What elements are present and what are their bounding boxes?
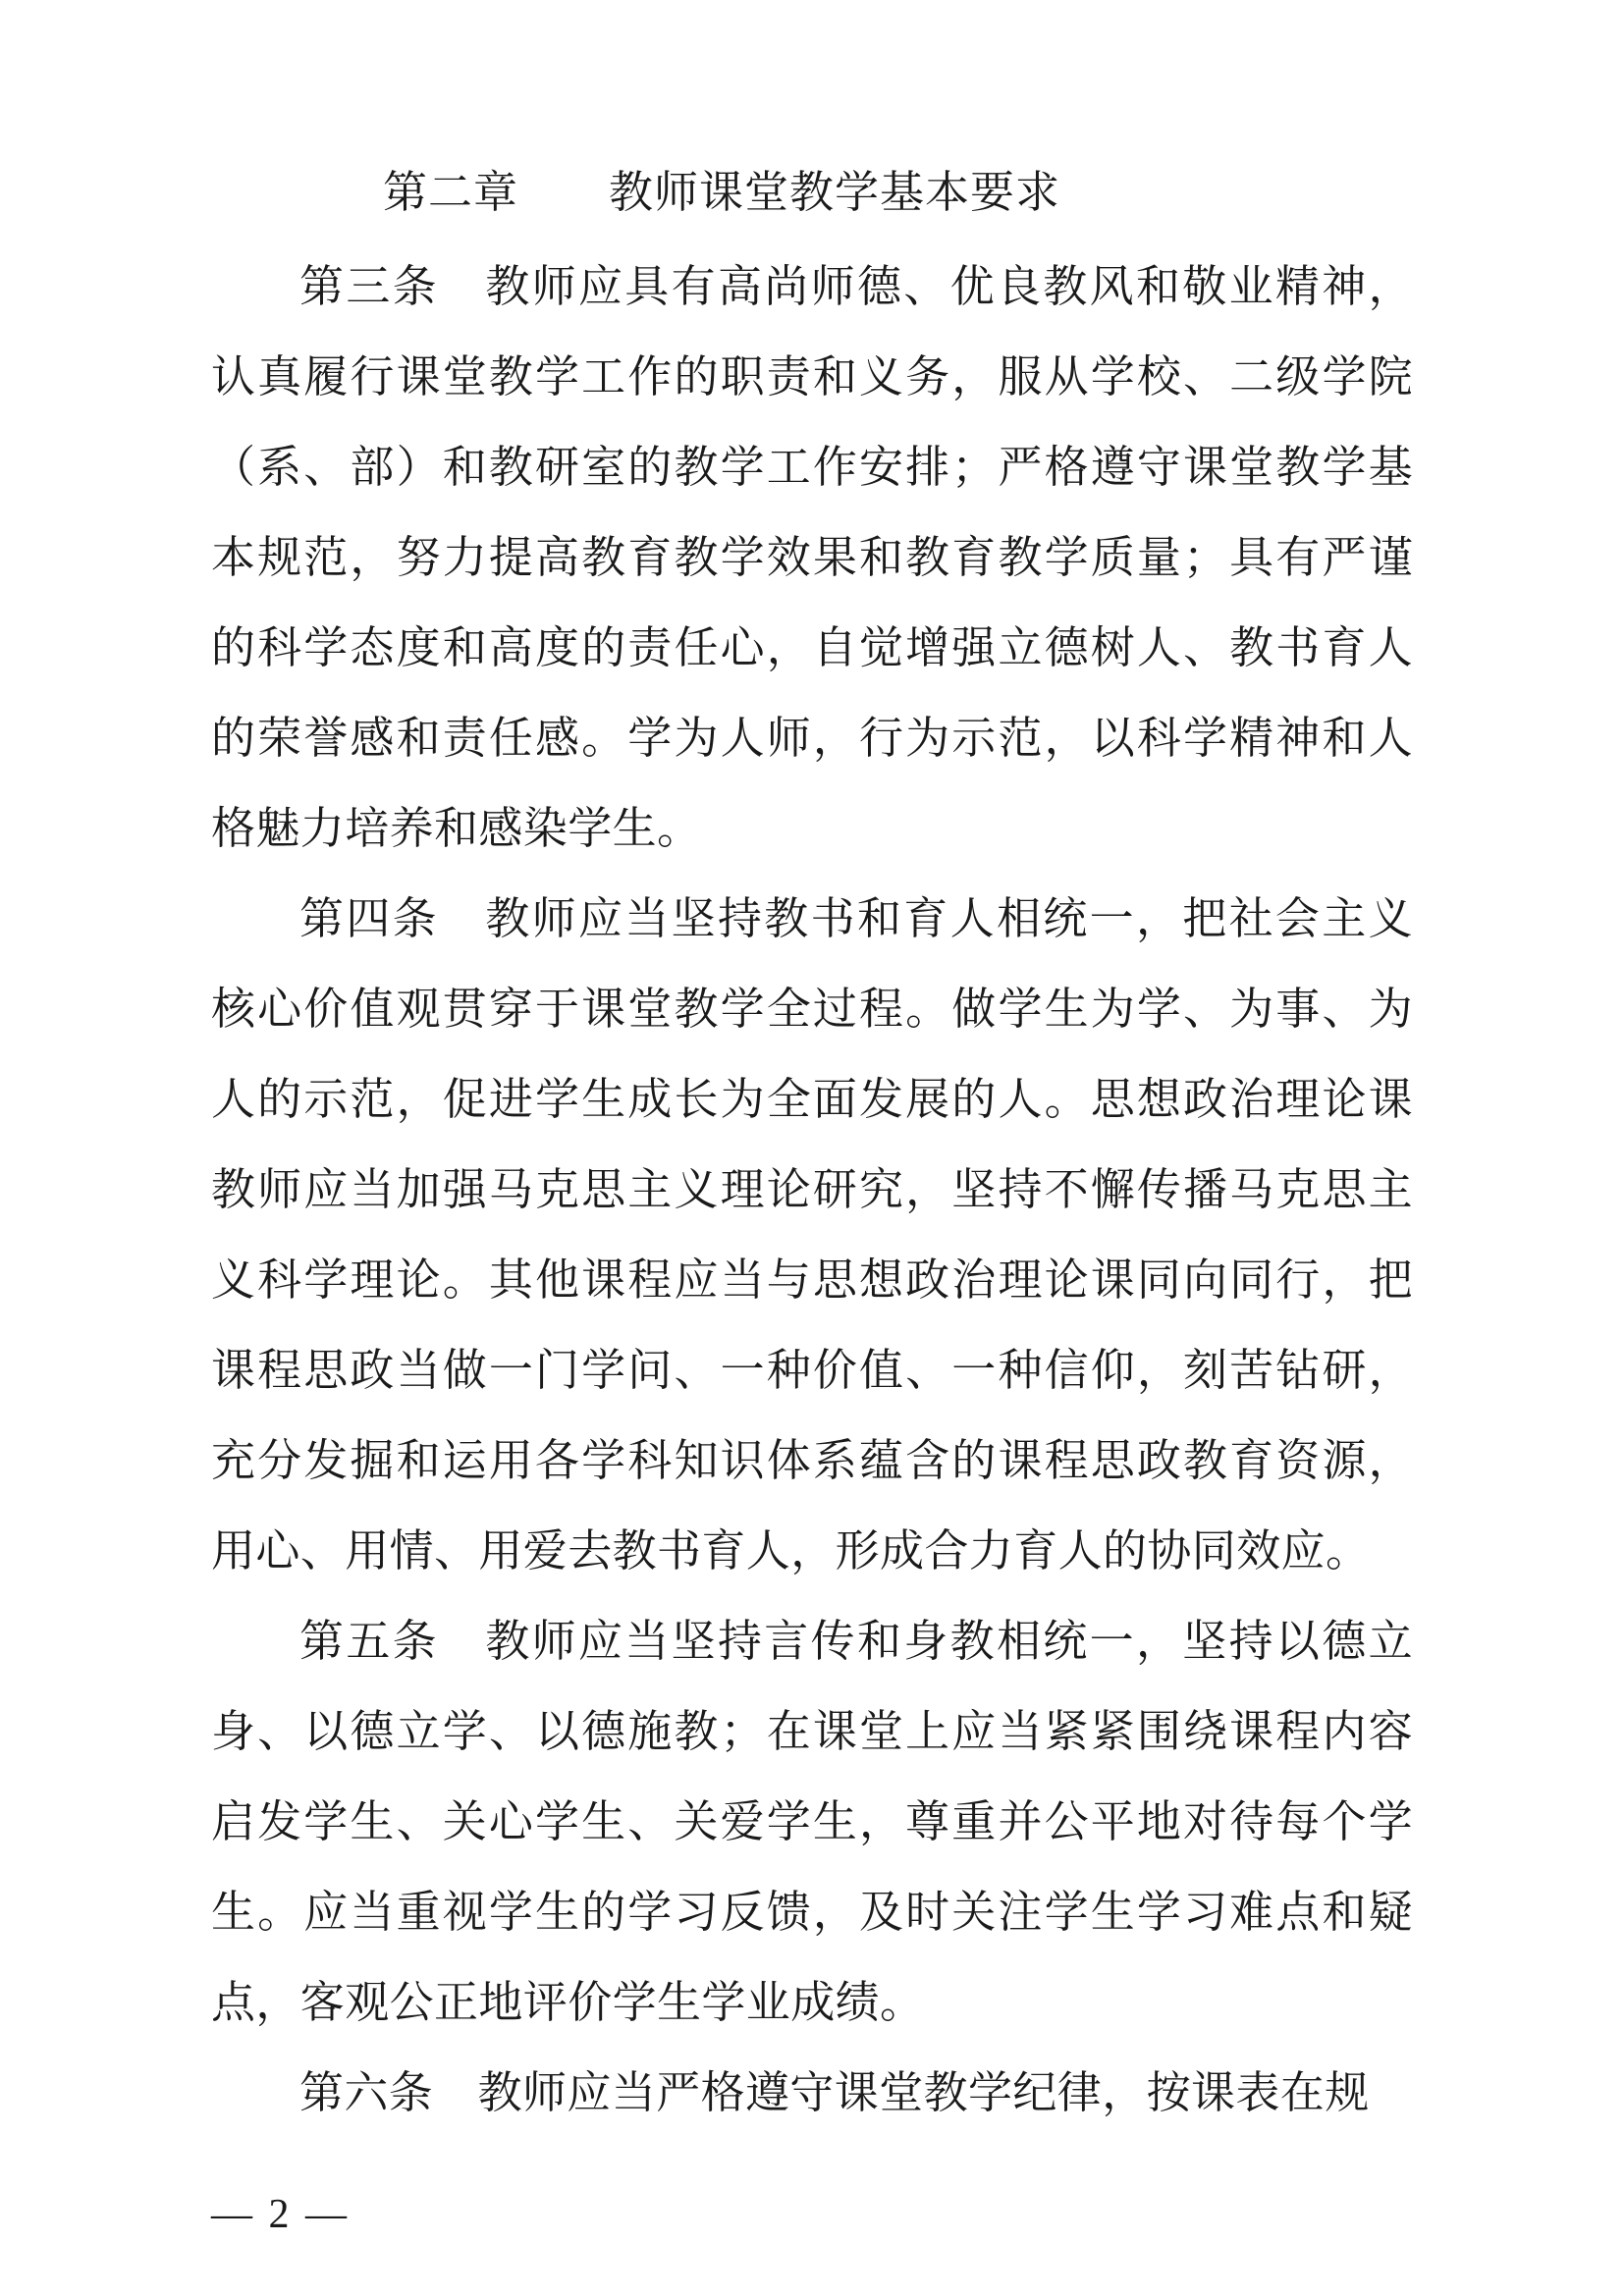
chapter-heading: 第二章 教师课堂教学基本要求 [383, 168, 1061, 217]
article-paragraph-5: 第五条 教师应当坚持言传和身教相统一，坚持以德立身、以德立学、以德施教；在课堂上应当紧紧围绕课程内容启发学生、关心学生、关爱学生，尊重并公平地对待每个学生。应当重视学生的学习反馈，及时关注学生学习难点和疑点，客观公正地评价学生学业成绩。 [211, 1617, 1413, 2027]
article-paragraph-3: 第三条 教师应具有高尚师德、优良教风和敬业精神，认真履行课堂教学工作的职责和义务，服从学校、二级学院（系、部）和教研室的教学工作安排；严格遵守课堂教学基本规范，努力提高教育教学效果和教育教学质量；具有严谨的科学态度和高度的责任心，自觉增强立德树人、教书育人的荣誉感和责任感。学为人师，行为示范，以科学精神和人格魅力培养和感染学生。 [211, 262, 1413, 853]
article-paragraph-6: 第六条 教师应当严格遵守课堂教学纪律，按课表在规 [299, 2068, 1370, 2117]
page-number: — 2 — [211, 2192, 350, 2237]
article-paragraph-4: 第四条 教师应当坚持教书和育人相统一，把社会主义核心价值观贯穿于课堂教学全过程。做学生为学、为事、为人的示范，促进学生成长为全面发展的人。思想政治理论课教师应当加强马克思主义理论研究，坚持不懈传播马克思主义科学理论。其他课程应当与思想政治理论课同向同行，把课程思政当做一门学问、一种价值、一种信仰，刻苦钻研，充分发掘和运用各学科知识体系蕴含的课程思政教育资源，用心、用情、用爱去教书育人，形成合力育人的协同效应。 [211, 894, 1413, 1575]
